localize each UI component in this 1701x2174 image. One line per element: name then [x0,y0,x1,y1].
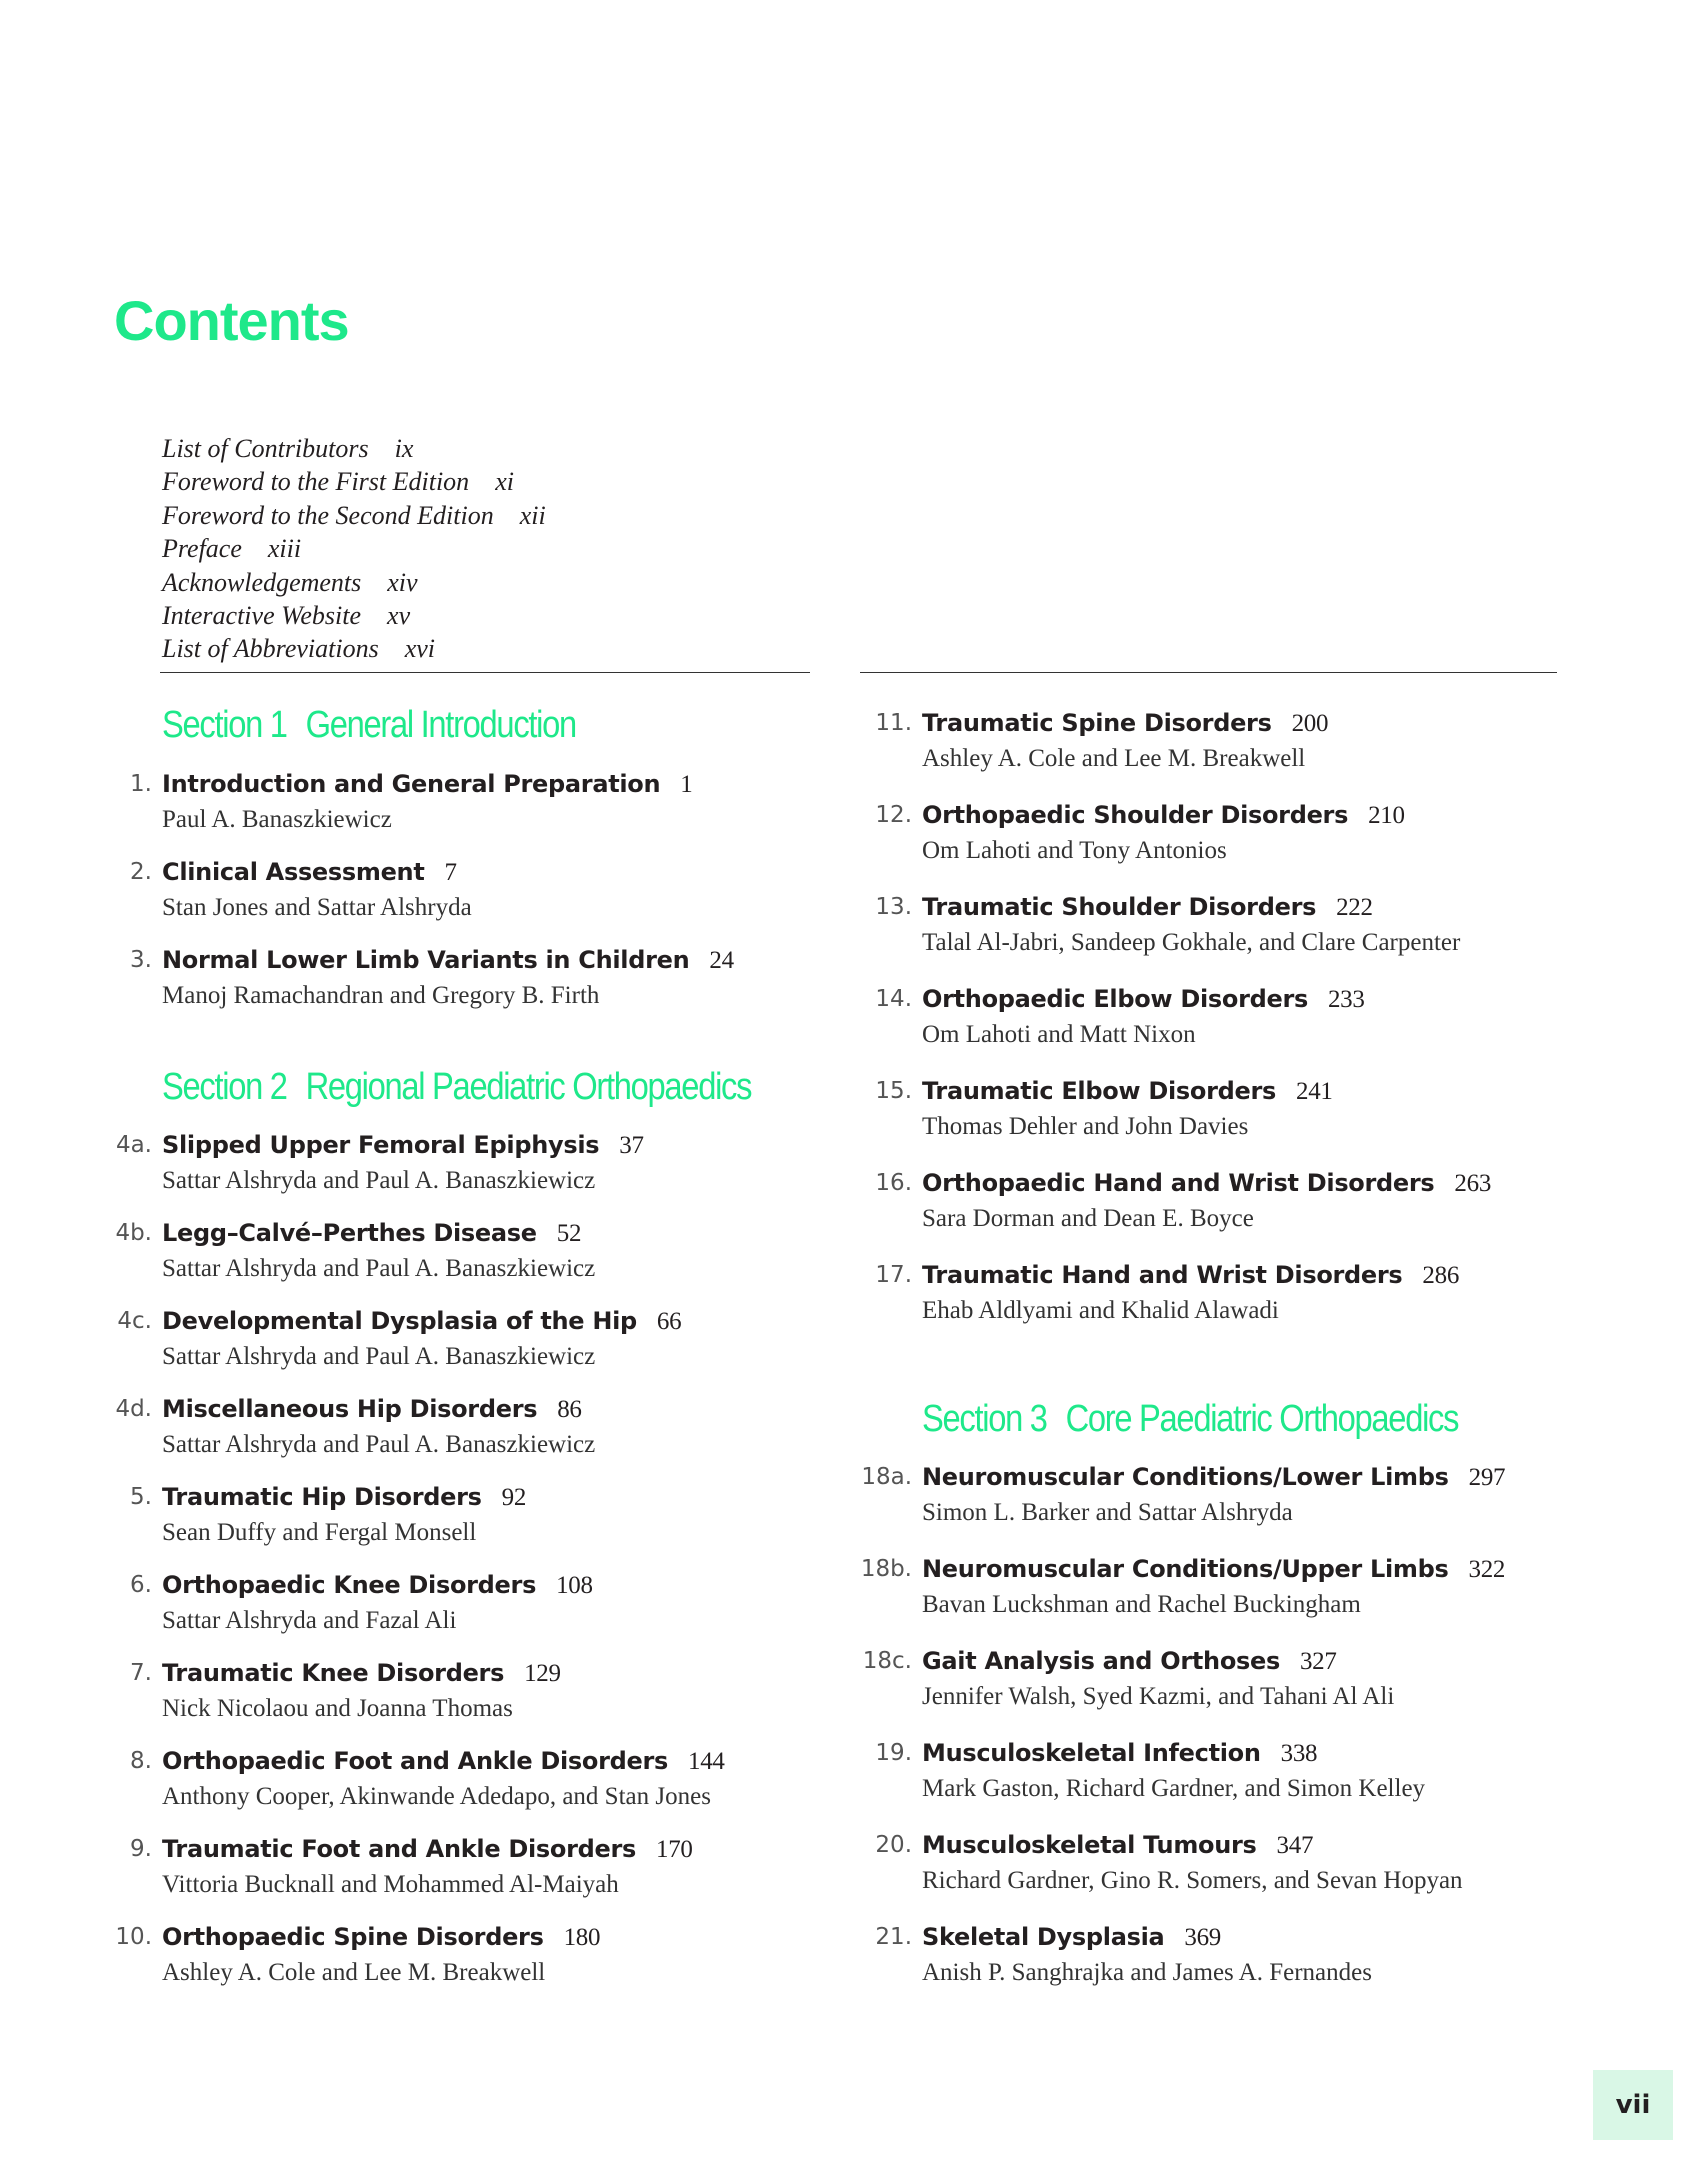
chapter-entry[interactable] [875,1736,1426,1807]
front-matter-page: ix [394,434,414,463]
chapter-page: 180 [563,1924,601,1951]
chapter-page: 1 [680,771,693,798]
chapter-entry[interactable] [875,982,1365,1053]
chapter-entry[interactable] [130,1832,693,1903]
chapter-title-line [162,1480,526,1515]
chapter-authors: Ashley A. Cole and Lee M. Breakwell [162,1959,546,1986]
chapter-authors: Anish P. Sanghrajka and James A. Fernandes [922,1959,1372,1986]
chapter-entry[interactable] [875,1920,1372,1991]
chapter-number: 9. [130,1836,152,1862]
front-matter-page: xv [387,601,411,631]
front-matter-page: xii [519,500,546,530]
front-matter-page: xi [495,467,514,497]
chapter-title-line [162,1216,595,1251]
chapter-entry[interactable] [115,1128,644,1199]
chapter-title: Traumatic Spine Disorders [922,709,1272,737]
chapter-authors: Richard Gardner, Gino R. Somers, and Sevan Hopyan [922,1867,1463,1894]
chapter-entry[interactable] [875,1258,1460,1329]
section-heading-3 [922,1398,1458,1441]
chapter-number: 5. [130,1484,152,1510]
chapter-page: 322 [1468,1556,1506,1583]
chapter-number: 12. [875,802,912,828]
front-matter-title: Interactive Website [162,601,362,631]
section-label: Section 3 [922,1398,1047,1440]
chapter-authors: Vittoria Bucknall and Mohammed Al-Maiyah [162,1871,619,1898]
chapter-number: 7. [130,1660,152,1686]
chapter-page: 347 [1276,1832,1314,1859]
chapter-number: 17. [875,1262,912,1288]
chapter-number: 8. [130,1748,152,1774]
chapter-title: Orthopaedic Shoulder Disorders [922,801,1349,829]
front-matter-title: Acknowledgements [162,567,362,597]
chapter-number: 21. [875,1924,912,1950]
chapter-authors: Anthony Cooper, Akinwande Adedapo, and Stan Jones [162,1783,711,1810]
section-heading-1 [162,704,576,747]
chapter-number: 19. [875,1740,912,1766]
chapter-title: Gait Analysis and Orthoses [922,1647,1280,1675]
chapter-authors: Sara Dorman and Dean E. Boyce [922,1205,1254,1232]
chapter-entry[interactable] [130,943,734,1014]
chapter-entry[interactable] [115,1920,601,1991]
chapter-authors: Ashley A. Cole and Lee M. Breakwell [922,745,1306,772]
chapter-number: 18a. [861,1464,912,1490]
chapter-number: 6. [130,1572,152,1598]
section-label: Section 1 [162,704,287,746]
chapter-authors: Jennifer Walsh, Syed Kazmi, and Tahani Al Ali [922,1683,1395,1710]
front-matter-item[interactable] [162,632,546,665]
chapter-title: Orthopaedic Foot and Ankle Disorders [162,1747,668,1775]
chapter-entry[interactable] [875,1166,1492,1237]
section-title: Regional Paediatric Orthopaedics [305,1066,752,1108]
chapter-authors: Sattar Alshryda and Paul A. Banaszkiewicz [162,1255,596,1282]
chapter-number: 4b. [115,1220,152,1246]
chapter-page: 129 [524,1660,561,1687]
chapter-title: Clinical Assessment [162,858,425,886]
chapter-title: Musculoskeletal Tumours [922,1831,1257,1859]
chapter-page: 286 [1422,1262,1460,1289]
front-matter-item[interactable] [162,599,546,632]
chapter-number: 4d. [115,1396,152,1422]
chapter-authors: Sattar Alshryda and Paul A. Banaszkiewicz [162,1431,596,1458]
chapter-page: 369 [1184,1924,1222,1951]
chapter-title: Traumatic Foot and Ankle Disorders [162,1835,636,1863]
page-number-badge: vii [1593,2070,1673,2140]
chapter-page: 37 [619,1132,644,1159]
chapter-title: Developmental Dysplasia of the Hip [162,1307,637,1335]
page-title: Contents [114,289,349,352]
chapter-title: Miscellaneous Hip Disorders [162,1395,538,1423]
front-matter-title: List of Contributors [162,434,369,463]
chapter-title: Traumatic Knee Disorders [162,1659,505,1687]
chapter-title-line [922,798,1405,833]
chapter-authors: Bavan Luckshman and Rachel Buckingham [922,1591,1361,1618]
front-matter-list [162,432,546,666]
chapter-authors: Stan Jones and Sattar Alshryda [162,894,472,921]
front-matter-item[interactable] [162,465,546,498]
chapter-title-line [162,1568,593,1603]
chapter-number: 3. [130,947,152,973]
chapter-title-line [162,1656,561,1691]
chapter-title-line [922,1074,1333,1109]
chapter-title-line [922,1644,1394,1679]
chapter-number: 1. [130,771,152,797]
chapter-number: 4a. [115,1132,152,1158]
chapter-title-line [162,767,693,802]
front-matter-title: Foreword to the Second Edition [162,500,494,530]
front-matter-page: xiii [267,534,302,564]
chapter-title-line [922,1460,1505,1495]
chapter-title: Neuromuscular Conditions/Upper Limbs [922,1555,1449,1583]
chapter-entry[interactable] [875,706,1329,777]
front-matter-title: Preface [162,534,242,564]
chapter-number: 14. [875,986,912,1012]
chapter-authors: Thomas Dehler and John Davies [922,1113,1249,1140]
chapter-page: 200 [1291,710,1329,737]
chapter-number: 4c. [117,1308,152,1334]
chapter-entry[interactable] [130,1744,725,1815]
chapter-authors: Sattar Alshryda and Paul A. Banaszkiewicz [162,1167,596,1194]
chapter-entry[interactable] [875,890,1461,961]
chapter-number: 18c. [862,1648,912,1674]
chapter-entry[interactable] [130,1656,561,1727]
chapter-title-line [162,1128,644,1163]
chapter-title-line [162,1920,600,1955]
chapter-title-line [162,1392,595,1427]
front-matter-item[interactable] [162,432,546,465]
chapter-page: 66 [656,1308,682,1335]
section-title: Core Paediatric Orthopaedics [1065,1398,1459,1440]
chapter-page: 144 [688,1748,725,1775]
chapter-title-line [922,1828,1463,1863]
section-title: General Introduction [305,704,576,746]
chapter-authors: Simon L. Barker and Sattar Alshryda [922,1499,1293,1526]
chapter-title: Traumatic Hip Disorders [162,1483,482,1511]
chapter-number: 18b. [860,1556,912,1582]
chapter-title: Traumatic Elbow Disorders [922,1077,1276,1105]
chapter-entry[interactable] [875,1074,1333,1145]
chapter-title-line [922,1258,1459,1293]
chapter-entry[interactable] [115,1392,596,1463]
chapter-title-line [922,982,1365,1017]
chapter-page: 327 [1299,1648,1337,1675]
chapter-entry[interactable] [117,1304,682,1375]
chapter-entry[interactable] [115,1216,596,1287]
chapter-authors: Sean Duffy and Fergal Monsell [162,1519,477,1546]
chapter-title-line [922,1166,1491,1201]
chapter-entry[interactable] [862,1644,1395,1715]
chapter-page: 241 [1296,1078,1333,1105]
chapter-authors: Sattar Alshryda and Paul A. Banaszkiewicz [162,1343,596,1370]
chapter-authors: Manoj Ramachandran and Gregory B. Firth [162,982,600,1009]
front-matter-item[interactable] [162,566,546,599]
chapter-number: 13. [875,894,912,920]
chapter-authors: Talal Al-Jabri, Sandeep Gokhale, and Clare Carpenter [922,929,1461,956]
chapter-page: 86 [557,1396,582,1423]
chapter-page: 233 [1327,986,1365,1013]
chapter-title: Skeletal Dysplasia [922,1923,1165,1951]
chapter-authors: Om Lahoti and Matt Nixon [922,1021,1196,1048]
chapter-title: Orthopaedic Hand and Wrist Disorders [922,1169,1435,1197]
chapter-authors: Sattar Alshryda and Fazal Ali [162,1607,457,1634]
chapter-title-line [162,1744,725,1779]
chapter-title: Orthopaedic Spine Disorders [162,1923,544,1951]
chapter-title: Introduction and General Preparation [162,770,661,798]
chapter-authors: Mark Gaston, Richard Gardner, and Simon Kelley [922,1775,1426,1802]
chapter-number: 20. [875,1832,912,1858]
chapter-page: 338 [1280,1740,1318,1767]
chapter-number: 16. [875,1170,912,1196]
chapter-title: Traumatic Hand and Wrist Disorders [922,1261,1403,1289]
chapter-title-line [162,855,472,890]
chapter-entry[interactable] [130,855,472,926]
chapter-title-line [162,943,734,978]
chapter-page: 108 [556,1572,593,1599]
front-matter-title: List of Abbreviations [162,634,379,664]
chapter-title: Normal Lower Limb Variants in Children [162,946,690,974]
chapter-page: 170 [656,1836,693,1863]
chapter-title: Slipped Upper Femoral Epiphysis [162,1131,600,1159]
chapter-title-line [922,1920,1372,1955]
chapter-number: 10. [115,1924,152,1950]
chapter-page: 52 [556,1220,582,1247]
chapter-entry[interactable] [130,1568,593,1639]
chapter-title: Orthopaedic Elbow Disorders [922,985,1308,1013]
chapter-entry[interactable] [860,1552,1506,1623]
chapter-number: 15. [875,1078,912,1104]
chapter-page: 222 [1336,894,1373,921]
chapter-title: Legg–Calvé–Perthes Disease [162,1219,537,1247]
chapter-authors: Nick Nicolaou and Joanna Thomas [162,1695,513,1722]
chapter-title-line [922,1736,1425,1771]
chapter-page: 210 [1368,802,1405,829]
front-matter-title: Foreword to the First Edition [162,467,470,497]
front-matter-page: xiv [387,567,418,597]
chapter-number: 11. [875,710,912,736]
chapter-title-line [922,890,1460,925]
section-heading-2 [162,1066,751,1109]
chapter-title-line [922,706,1328,741]
chapter-title: Neuromuscular Conditions/Lower Limbs [922,1463,1449,1491]
chapter-page: 7 [444,859,457,886]
chapter-number: 2. [130,859,152,885]
chapter-title: Musculoskeletal Infection [922,1739,1261,1767]
chapter-page: 263 [1454,1170,1492,1197]
front-matter-item[interactable] [162,499,546,532]
chapter-authors: Ehab Aldlyami and Khalid Alawadi [922,1297,1279,1324]
chapter-entry[interactable] [130,767,693,838]
chapter-entry[interactable] [875,1828,1463,1899]
chapter-entry[interactable] [130,1480,527,1551]
divider-right [860,672,1557,673]
chapter-entry[interactable] [861,1460,1506,1531]
section-label: Section 2 [162,1066,287,1108]
chapter-authors: Om Lahoti and Tony Antonios [922,837,1227,864]
chapter-page: 24 [709,947,734,974]
front-matter-item[interactable] [162,532,546,565]
chapter-title: Orthopaedic Knee Disorders [162,1571,537,1599]
chapter-title-line [922,1552,1505,1587]
chapter-title-line [162,1304,681,1339]
chapter-title: Traumatic Shoulder Disorders [922,893,1317,921]
chapter-title-line [162,1832,693,1867]
front-matter-page: xvi [404,634,435,664]
chapter-authors: Paul A. Banaszkiewicz [162,806,392,833]
chapter-page: 92 [501,1484,527,1511]
divider-left [160,672,810,673]
chapter-page: 297 [1468,1464,1506,1491]
chapter-entry[interactable] [875,798,1405,869]
